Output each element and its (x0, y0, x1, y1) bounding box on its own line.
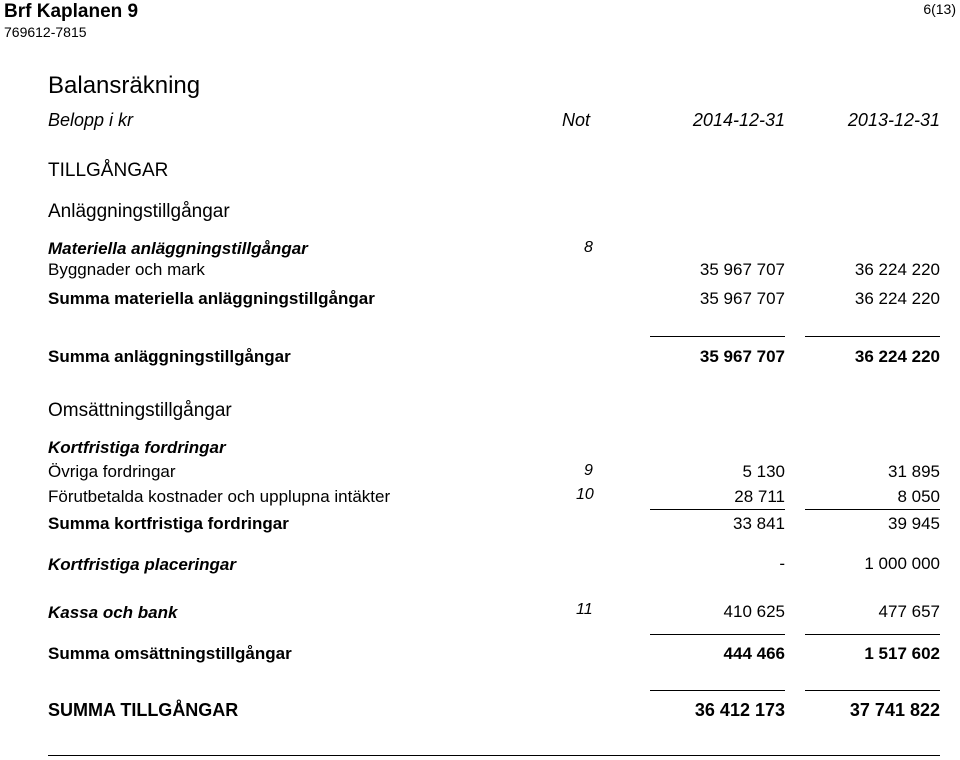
row-short-investments-label: Kortfristiga placeringar (48, 555, 236, 574)
page-title: Balansräkning (48, 72, 201, 99)
column-header-current-year: 2014-12-31 (692, 110, 785, 130)
row-receivables-sum-current: 33 841 (733, 514, 785, 533)
row-cash-label: Kassa och bank (48, 603, 178, 622)
receivables-rule-previous (805, 509, 940, 510)
column-header-amount: Belopp i kr (48, 110, 134, 130)
column-header-note: Not (562, 110, 591, 130)
row-buildings-label: Byggnader och mark (48, 260, 205, 279)
row-buildings-previous: 36 224 220 (854, 260, 940, 279)
section-assets: TILLGÅNGAR (48, 160, 169, 181)
row-tangible-sum-current: 35 967 707 (699, 289, 785, 308)
row-cash-note: 11 (576, 601, 593, 618)
org-number: 769612-7815 (4, 24, 87, 40)
row-current-sum-previous: 1 517 602 (864, 644, 940, 663)
row-other-receivables-label: Övriga fordringar (48, 462, 176, 481)
row-receivables-sum-label: Summa kortfristiga fordringar (48, 514, 289, 533)
row-cash-current: 410 625 (723, 602, 785, 621)
row-prepaid-current: 28 711 (734, 487, 785, 506)
section-fixed-assets: Anläggningstillgångar (48, 201, 230, 222)
column-header-previous-year: 2013-12-31 (847, 110, 940, 130)
row-buildings-current: 35 967 707 (699, 260, 785, 279)
row-receivables-heading: Kortfristiga fordringar (48, 438, 226, 457)
row-cash-previous: 477 657 (878, 602, 940, 621)
row-receivables-sum-previous: 39 945 (888, 514, 940, 533)
row-assets-total-label: SUMMA TILLGÅNGAR (48, 700, 239, 720)
row-assets-total-current: 36 412 173 (694, 700, 785, 720)
row-fixed-sum-label: Summa anläggningstillgångar (48, 347, 291, 366)
row-short-investments-current: - (779, 554, 785, 573)
total-rule-current (650, 690, 785, 691)
bottom-rule (48, 755, 940, 756)
row-current-sum-current: 444 466 (723, 644, 785, 663)
sum-rule-previous (805, 336, 940, 337)
row-fixed-sum-current: 35 967 707 (699, 347, 785, 366)
row-other-receivables-current: 5 130 (742, 462, 785, 481)
current-rule-previous (805, 634, 940, 635)
row-other-receivables-previous: 31 895 (888, 462, 940, 481)
row-prepaid-previous: 8 050 (897, 487, 940, 506)
row-fixed-sum-previous: 36 224 220 (854, 347, 940, 366)
row-prepaid-label: Förutbetalda kostnader och upplupna intäkter (48, 487, 391, 506)
current-rule-current (650, 634, 785, 635)
row-tangible-heading-note: 8 (584, 239, 593, 256)
row-tangible-heading: Materiella anläggningstillgångar (48, 239, 308, 258)
total-rule-previous (805, 690, 940, 691)
row-assets-total-previous: 37 741 822 (849, 700, 940, 720)
company-name: Brf Kaplanen 9 (4, 1, 139, 22)
section-current-assets: Omsättningstillgångar (48, 400, 232, 421)
row-short-investments-previous: 1 000 000 (864, 554, 940, 573)
row-other-receivables-note: 9 (584, 462, 593, 479)
page-number: 6(13) (923, 1, 956, 17)
row-current-sum-label: Summa omsättningstillgångar (48, 644, 292, 663)
row-tangible-sum-previous: 36 224 220 (854, 289, 940, 308)
row-prepaid-note: 10 (576, 486, 594, 503)
row-tangible-sum-label: Summa materiella anläggningstillgångar (48, 289, 375, 308)
receivables-rule-current (650, 509, 785, 510)
sum-rule-current (650, 336, 785, 337)
